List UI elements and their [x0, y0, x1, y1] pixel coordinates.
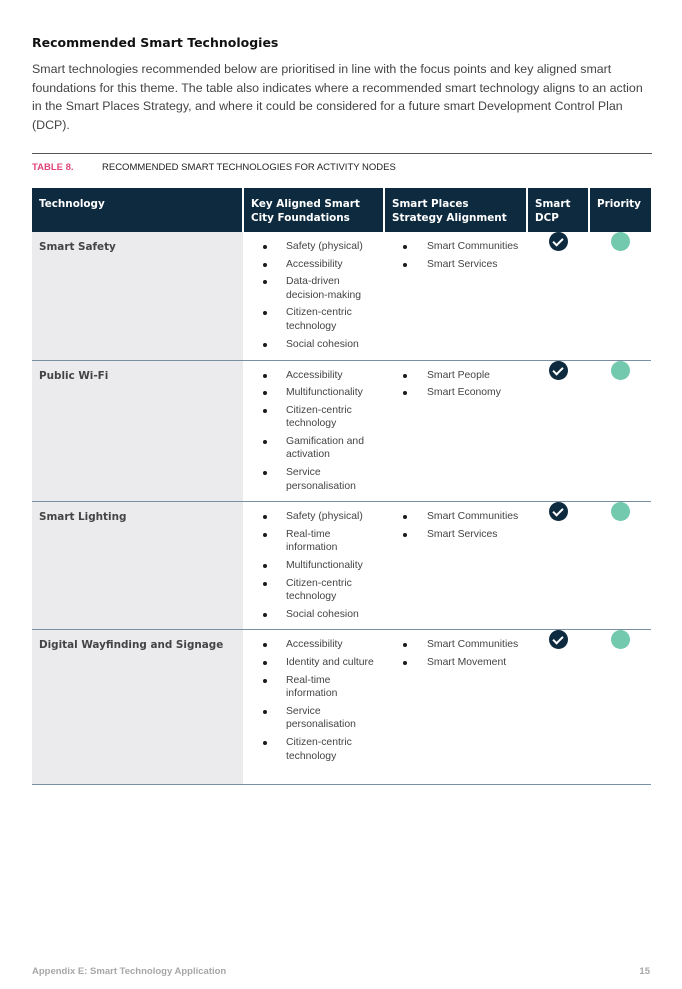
priority-dot-icon — [611, 232, 630, 251]
technologies-table — [32, 188, 651, 785]
alignment-item: Smart Economy — [384, 386, 521, 400]
divider-rule — [32, 153, 652, 154]
alignment-cell — [384, 502, 527, 630]
priority-dot-icon — [611, 502, 630, 521]
alignment-item: Smart Communities — [384, 638, 521, 652]
priority-dot-icon — [611, 361, 630, 380]
table-title: RECOMMENDED SMART TECHNOLOGIES FOR ACTIVITY NODES — [102, 162, 396, 173]
header-foundations: Key Aligned Smart City Foundations — [243, 188, 384, 232]
table-number: TABLE 8. — [32, 162, 74, 173]
page-number: 15 — [639, 966, 650, 977]
foundation-item: Safety (physical) — [243, 240, 378, 254]
smart-dcp-cell — [527, 360, 589, 502]
foundation-item: Real-time information — [243, 528, 378, 555]
technology-name: Smart Lighting — [32, 502, 243, 630]
foundation-item: Citizen-centric technology — [243, 577, 378, 604]
header-smart-dcp: Smart DCP — [527, 188, 589, 232]
table-row — [32, 630, 651, 785]
foundations-cell — [243, 232, 384, 360]
header-alignment: Smart Places Strategy Alignment — [384, 188, 527, 232]
technology-name: Digital Wayfinding and Signage — [32, 630, 243, 785]
priority-cell — [589, 502, 651, 630]
alignment-item: Smart Movement — [384, 656, 521, 670]
priority-cell — [589, 360, 651, 502]
alignment-cell — [384, 360, 527, 502]
check-circle-icon — [549, 361, 568, 380]
foundation-item: Service personalisation — [243, 466, 378, 493]
alignment-cell — [384, 232, 527, 360]
foundation-item: Multifunctionality — [243, 386, 378, 400]
table-caption — [32, 162, 396, 173]
check-circle-icon — [549, 630, 568, 649]
priority-dot-icon — [611, 630, 630, 649]
footer-text: Appendix E: Smart Technology Application — [32, 966, 227, 977]
check-circle-icon — [549, 232, 568, 251]
table-row — [32, 502, 651, 630]
foundation-item: Safety (physical) — [243, 510, 378, 524]
priority-cell — [589, 630, 651, 785]
foundation-item: Social cohesion — [243, 608, 378, 622]
table-row — [32, 360, 651, 502]
foundation-item: Data-driven decision-making — [243, 275, 378, 302]
alignment-item: Smart Services — [384, 258, 521, 272]
foundations-cell — [243, 502, 384, 630]
table-row — [32, 232, 651, 360]
intro-paragraph: Smart technologies recommended below are prioritised in line with the focus points and key aligned smart foundations for this theme. The table also indicates where a recommended smart technology aligns to an action in the Smart Places Strategy, and where it could be considered for a future smart Development Control Plan (DCP). — [32, 62, 643, 132]
smart-dcp-cell — [527, 630, 589, 785]
table-header-row — [32, 188, 651, 232]
section-heading: Recommended Smart Technologies — [32, 35, 279, 50]
header-priority: Priority — [589, 188, 651, 232]
foundations-cell — [243, 360, 384, 502]
alignment-cell — [384, 630, 527, 785]
technology-name: Public Wi-Fi — [32, 360, 243, 502]
foundation-item: Accessibility — [243, 369, 378, 383]
foundations-cell — [243, 630, 384, 785]
foundation-item: Gamification and activation — [243, 435, 378, 462]
check-circle-icon — [549, 502, 568, 521]
foundation-item: Accessibility — [243, 638, 378, 652]
alignment-item: Smart Communities — [384, 240, 521, 254]
foundation-item: Multifunctionality — [243, 559, 378, 573]
foundation-item: Citizen-centric technology — [243, 306, 378, 333]
smart-dcp-cell — [527, 232, 589, 360]
foundation-item: Social cohesion — [243, 338, 378, 352]
foundation-item: Real-time information — [243, 674, 378, 701]
alignment-item: Smart People — [384, 369, 521, 383]
technology-name: Smart Safety — [32, 232, 243, 360]
alignment-item: Smart Services — [384, 528, 521, 542]
foundation-item: Accessibility — [243, 258, 378, 272]
foundation-item: Identity and culture — [243, 656, 378, 670]
foundation-item: Service personalisation — [243, 705, 378, 732]
foundation-item: Citizen-centric technology — [243, 404, 378, 431]
header-technology: Technology — [32, 188, 243, 232]
foundation-item: Citizen-centric technology — [243, 736, 378, 763]
priority-cell — [589, 232, 651, 360]
smart-dcp-cell — [527, 502, 589, 630]
alignment-item: Smart Communities — [384, 510, 521, 524]
